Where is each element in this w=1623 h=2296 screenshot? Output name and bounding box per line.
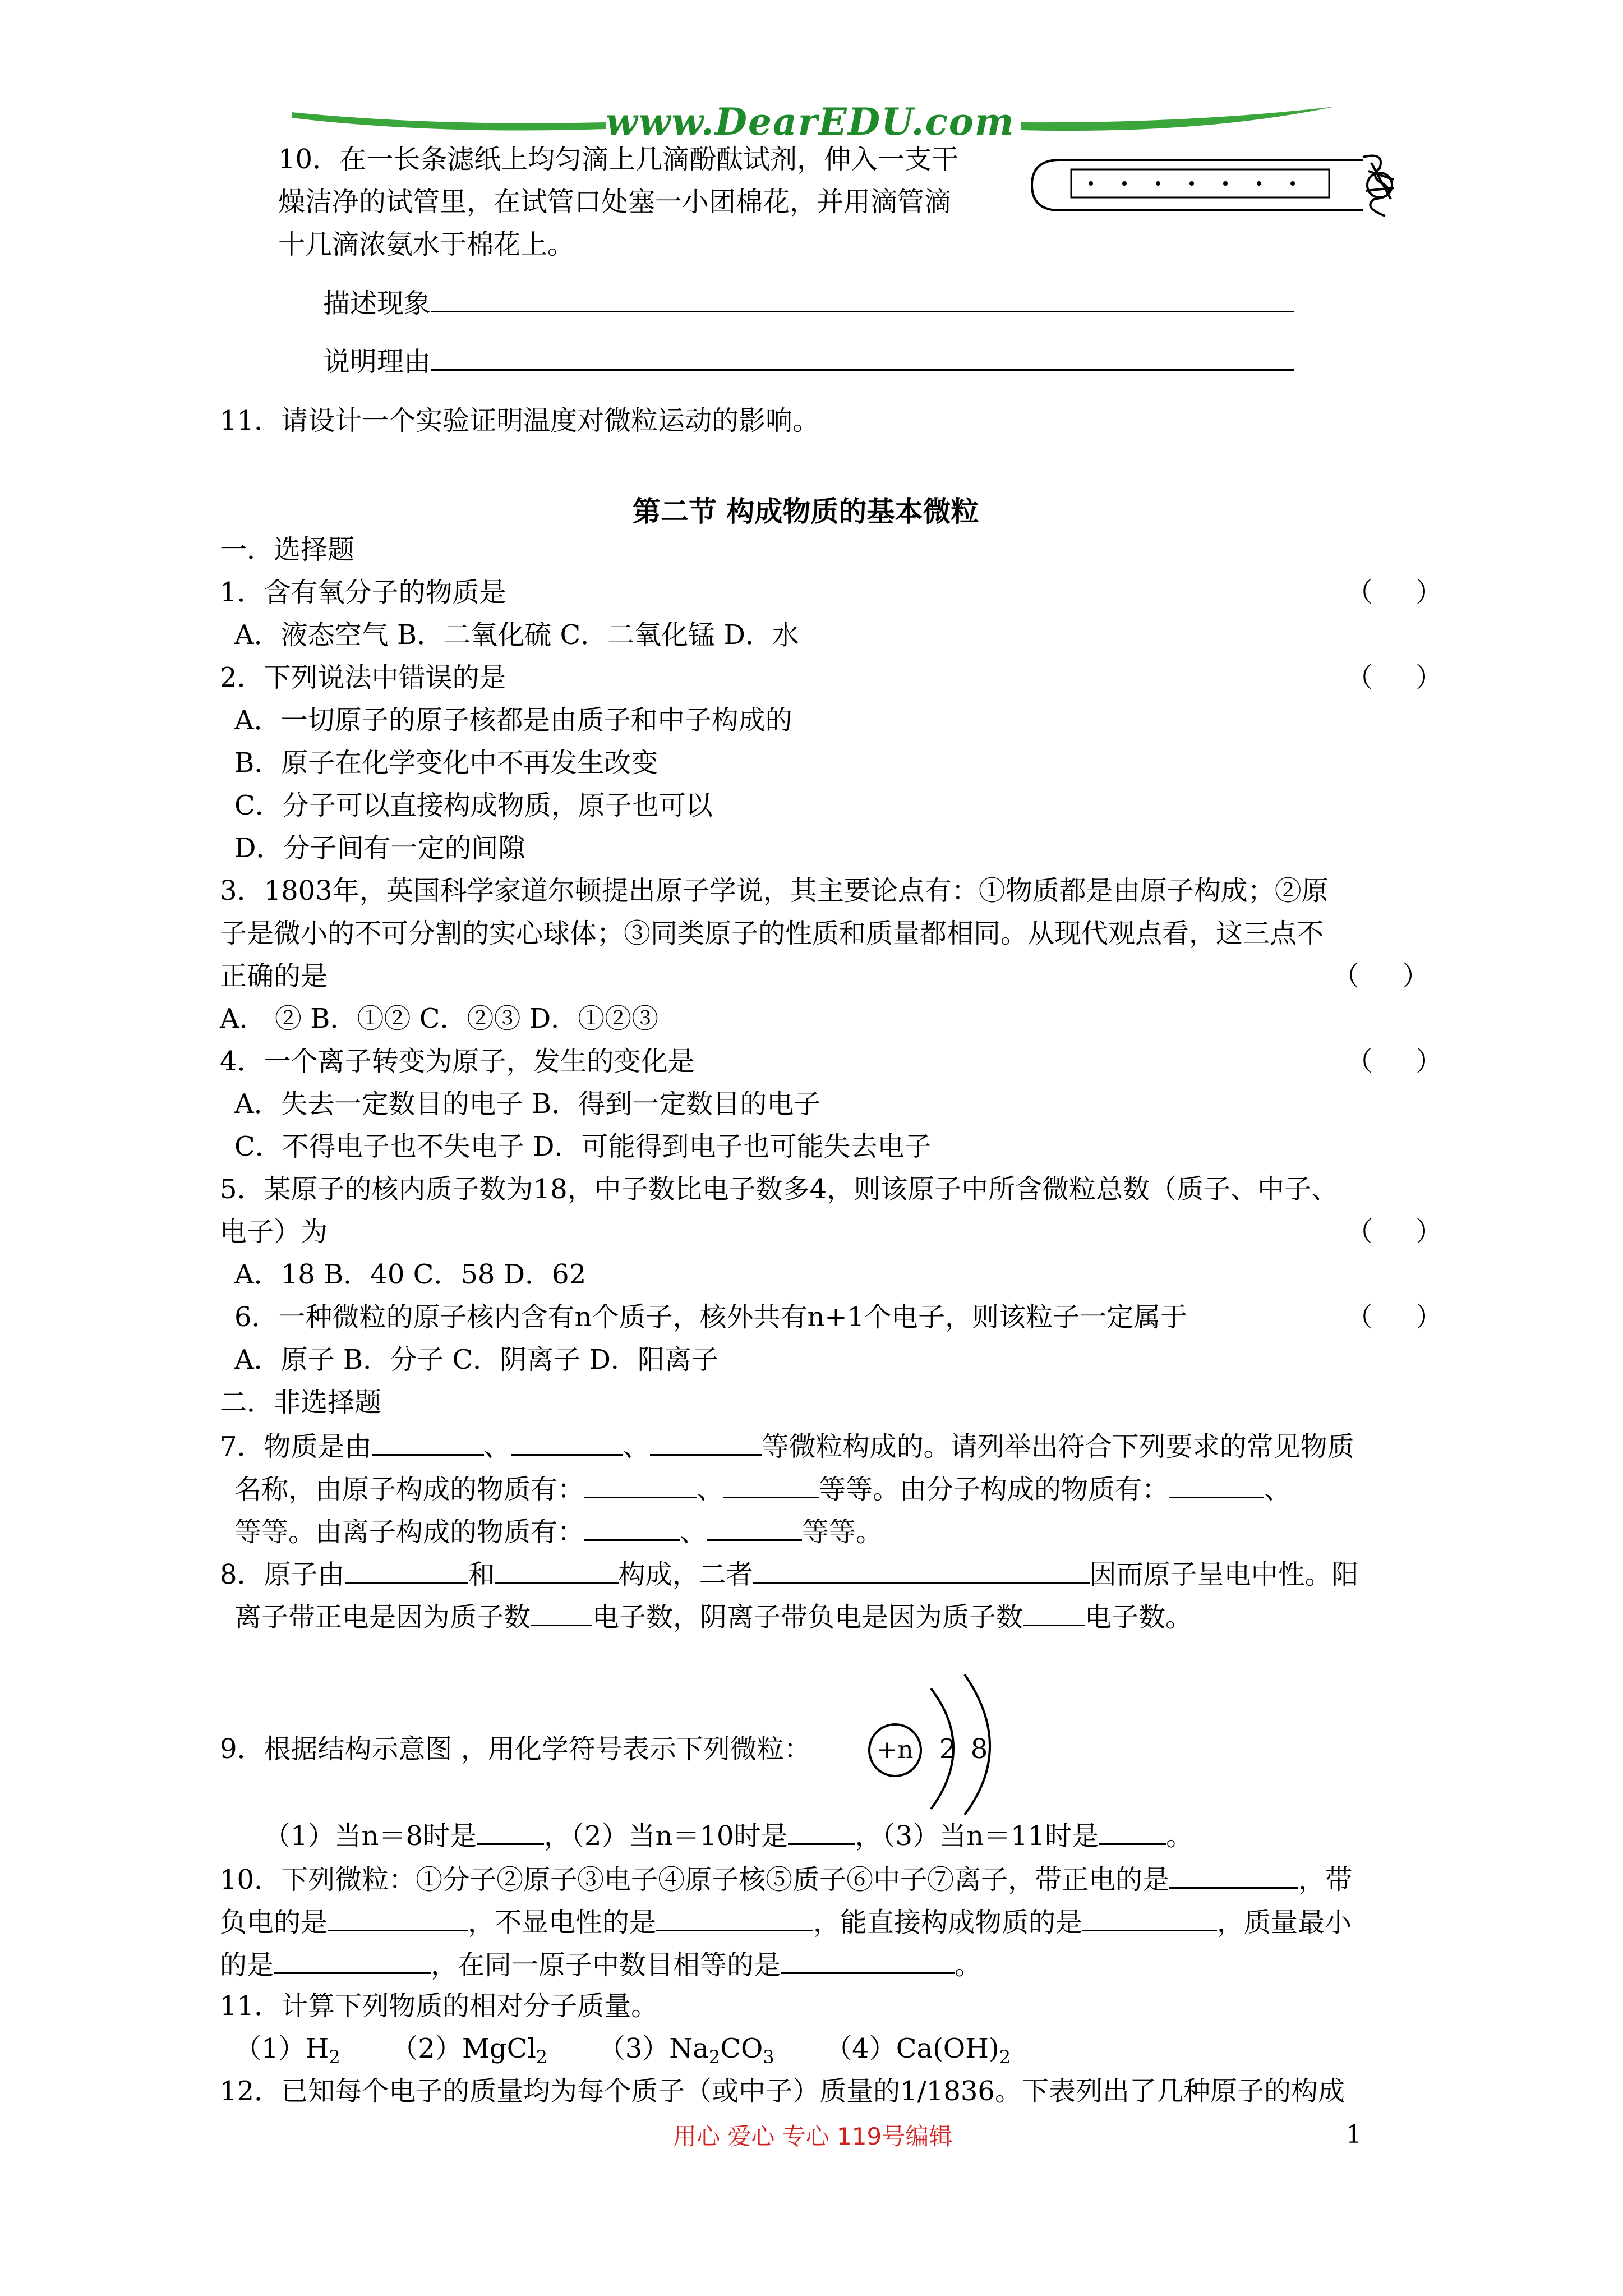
q9-subquestions: （1）当n＝8时是 ，（2）当n＝10时是 ，（3）当n＝11时是 。 <box>264 1818 1193 1853</box>
logo-text[interactable]: www.DearEDU.com <box>606 100 1015 144</box>
shell1-label: 2 <box>939 1733 957 1765</box>
q1-stem: 1．含有氧分子的物质是 <box>220 577 506 608</box>
q3-options: A． ② B．①② C．②③ D．①②③ <box>220 1003 659 1034</box>
q7-blank-6[interactable] <box>1169 1471 1264 1498</box>
test-tube-figure <box>1026 146 1408 224</box>
q10-blank-6[interactable] <box>781 1947 955 1974</box>
q8-blank-1[interactable] <box>345 1556 468 1584</box>
q8-blank-2[interactable] <box>495 1556 619 1584</box>
section-title: 第二节 构成物质的基本微粒 <box>633 495 979 528</box>
q5-line1: 5．某原子的核内质子数为18，中子数比电子数多4，则该原子中所含微粒总数（质子、中子、 <box>220 1174 1339 1205</box>
q6-stem: 6．一种微粒的原子核内含有n个质子，核外共有n+1个电子，则该粒子一定属于 <box>234 1301 1188 1333</box>
q9-blank-3[interactable] <box>1099 1818 1166 1845</box>
q10-line3: 的是 ，在同一原子中数目相等的是 。 <box>220 1947 981 1982</box>
q9-blank-2[interactable] <box>788 1818 855 1845</box>
nucleus-label: +n <box>877 1736 914 1764</box>
q8-blank-5[interactable] <box>1023 1599 1085 1626</box>
describe-label: 描述现象 <box>323 285 1294 320</box>
part2-heading: 二．非选择题 <box>220 1387 382 1418</box>
q3-line2: 子是微小的不可分割的实心球体；③同类原子的性质和质量都相同。从现代观点看，这三点不 <box>220 918 1324 949</box>
q10-top-line3: 十几滴浓氨水于棉花上。 <box>278 229 575 260</box>
q10-blank-1[interactable] <box>1169 1861 1298 1889</box>
q11-stem: 11．计算下列物质的相对分子质量。 <box>220 1990 658 2022</box>
q6-answer-paren[interactable]: （ ） <box>1346 1301 1443 1333</box>
shell2-label: 8 <box>970 1733 988 1765</box>
q8-blank-4[interactable] <box>531 1599 592 1626</box>
q3-line3: 正确的是 <box>220 960 328 992</box>
q10-line1: 10．下列微粒：①分子②原子③电子④原子核⑤质子⑥中子⑦离子，带正电的是 ，带 <box>220 1861 1352 1897</box>
q10-top-line1: 10．在一长条滤纸上均匀滴上几滴酚酞试剂，伸入一支干 <box>278 144 959 175</box>
reason-label: 说明理由 <box>323 343 1294 379</box>
q1-answer-paren[interactable]: （ ） <box>1346 577 1443 608</box>
q1-options: A．液态空气 B．二氧化硫 C．二氧化锰 D．水 <box>234 619 799 651</box>
q10-blank-2[interactable] <box>328 1904 468 1931</box>
q2-option-d: D．分子间有一定的间隙 <box>234 832 525 864</box>
q10-blank-4[interactable] <box>1082 1904 1217 1931</box>
q5-options: A．18 B．40 C．58 D．62 <box>234 1259 587 1290</box>
atomic-structure-diagram <box>864 1672 1021 1818</box>
cotton-icon <box>1363 156 1394 217</box>
q10-blank-5[interactable] <box>274 1947 431 1974</box>
q4-stem: 4．一个离子转变为原子，发生的变化是 <box>220 1046 695 1077</box>
q3-line1: 3．1803年，英国科学家道尔顿提出原子学说，其主要论点有：①物质都是由原子构成；②原 <box>220 875 1329 907</box>
q4-answer-paren[interactable]: （ ） <box>1346 1046 1443 1077</box>
q10-top-line2: 燥洁净的试管里，在试管口处塞一小团棉花，并用滴管滴 <box>278 186 952 218</box>
q2-answer-paren[interactable]: （ ） <box>1346 662 1443 693</box>
q7-blank-1[interactable] <box>372 1428 484 1456</box>
q7-blank-3[interactable] <box>650 1428 762 1456</box>
q7-line2: 名称，由原子构成的物质有： 、 等等。由分子构成的物质有： 、 <box>234 1471 1291 1506</box>
q9-blank-1[interactable] <box>477 1818 544 1845</box>
q12-line1: 12．已知每个电子的质量均为每个质子（或中子）质量的1/1836。下表列出了几种原子的构成 <box>220 2076 1345 2107</box>
q8-line1: 8．原子由 和 构成，二者 因而原子呈电中性。阳 <box>220 1556 1359 1591</box>
q4-options-ab: A．失去一定数目的电子 B．得到一定数目的电子 <box>234 1088 821 1120</box>
q5-line2: 电子）为 <box>220 1216 328 1248</box>
q7-blank-7[interactable] <box>584 1513 680 1541</box>
reason-blank[interactable] <box>431 343 1294 371</box>
q8-blank-3[interactable] <box>753 1556 1090 1584</box>
q10-blank-3[interactable] <box>656 1904 813 1931</box>
q5-answer-paren[interactable]: （ ） <box>1346 1216 1443 1248</box>
q7-line1: 7．物质是由 、 、 等微粒构成的。请列举出符合下列要求的常见物质 <box>220 1428 1354 1464</box>
q7-blank-4[interactable] <box>584 1471 697 1498</box>
q4-options-cd: C．不得电子也不失电子 D．可能得到电子也可能失去电子 <box>234 1131 932 1162</box>
q11-items: $(1)H_2$ （2）MgCl$_2$ $(3)Na_2CO_3$ $(4)Ca(OH)_2$ <box>234 2033 1011 2068</box>
q10-line2: 负电的是 ，不显电性的是 ，能直接构成物质的是 ，质量最小 <box>220 1904 1352 1939</box>
describe-blank[interactable] <box>431 285 1294 312</box>
q3-answer-paren[interactable]: （ ） <box>1332 960 1430 992</box>
q11-top: 11．请设计一个实验证明温度对微粒运动的影响。 <box>220 405 820 436</box>
q6-options: A．原子 B．分子 C．阴离子 D．阳离子 <box>234 1344 718 1375</box>
q7-blank-5[interactable] <box>723 1471 819 1498</box>
q7-line3: 等等。由离子构成的物质有： 、 等等。 <box>234 1513 883 1549</box>
q2-option-b: B．原子在化学变化中不再发生改变 <box>234 747 658 779</box>
footer-text: 用心 爱心 专心 119号编辑 <box>673 2123 953 2150</box>
q2-option-c: C．分子可以直接构成物质，原子也可以 <box>234 790 713 821</box>
part1-heading: 一．选择题 <box>220 534 355 565</box>
q2-stem: 2．下列说法中错误的是 <box>220 662 506 693</box>
page-number: 1 <box>1346 2120 1362 2149</box>
q8-line2: 离子带正电是因为质子数 电子数，阴离子带负电是因为质子数 电子数。 <box>234 1599 1192 1634</box>
q9-stem: 9．根据结构示意图 ，用化学符号表示下列微粒： <box>220 1733 811 1765</box>
q2-option-a: A．一切原子的原子核都是由质子和中子构成的 <box>234 705 792 736</box>
q7-blank-2[interactable] <box>511 1428 623 1456</box>
q7-blank-8[interactable] <box>707 1513 802 1541</box>
